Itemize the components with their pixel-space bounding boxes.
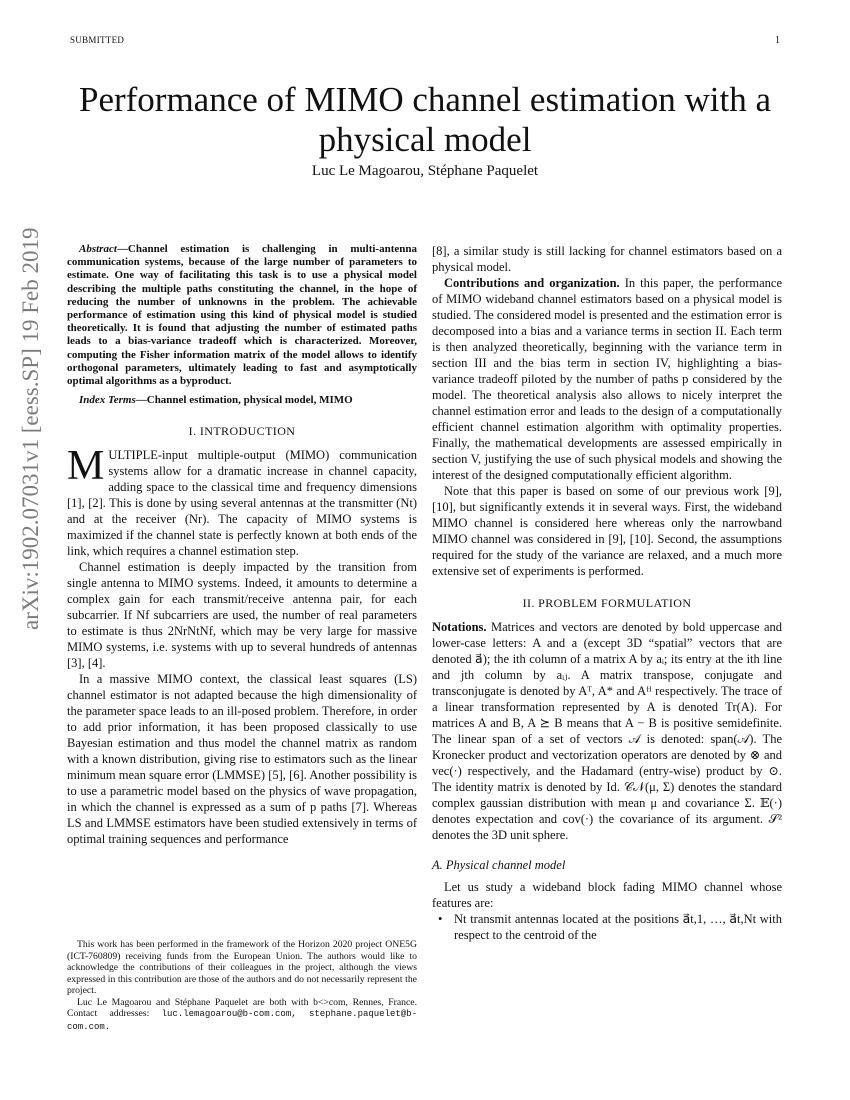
paper-title: Performance of MIMO channel estimation with a physical model xyxy=(78,80,772,159)
subsection-heading-physical-model: A. Physical channel model xyxy=(432,858,566,872)
notations-text: Matrices and vectors are denoted by bold uppercase and lower-case letters: A and a (except 3D “spatial” vectors that are denoted a⃗); the ith column of a matrix A by aᵢ; its entry at the ith line and jth column by aᵢⱼ. A matrix transpose, conjugate and transconjugate is denoted by Aᵀ, A* and Aᴴ respectively. The trace of a linear transformation represented by A is denoted Tr(A). For matrices A and B, A ⪰ B means that A − B is positive semidefinite. The linear span of a set of vectors 𝒜 is denoted: span(𝒜). The Kronecker product and vectorization operators are denoted by ⊗ and vec(·) respectively, and the Hadamard (entry-wise) product by ⊙. The identity matrix is denoted by Id. 𝒞𝒩(μ, Σ) denotes the standard complex gaussian distribution with mean μ and covariance Σ. 𝔼(·) denotes expectation and cov(·) the covariance of its argument. 𝒮² denotes the 3D unit sphere. xyxy=(432,620,782,842)
left-column xyxy=(67,243,417,847)
contributions-paragraph xyxy=(432,275,782,483)
page-number: 1 xyxy=(775,35,780,46)
list-item xyxy=(432,911,782,943)
continued-paragraph: [8], a similar study is still lacking for channel estimators based on a physical model. xyxy=(432,244,782,274)
notations-paragraph xyxy=(432,619,782,843)
intro-paragraph-3: In a massive MIMO context, the classical least squares (LS) channel estimator is not adapted because the high dimensionality of the parameter space leads to an ill-posed problem. Therefore, in order to add prior information, it has been proposed classically to use Bayesian estimation and thus model the channel matrix as random with a known distribution, giving rise to estimators such as the linear minimum mean square error (LMMSE) [5], [6]. Another possibility is to use a parametric model based on the physics of wave propagation, in which the channel is expressed as a sum of p paths [7]. Whereas LS and LMMSE estimators have been studied extensively in terms of optimal training sequences and performance xyxy=(67,672,417,847)
notations-label: Notations. xyxy=(432,620,487,634)
bullet-icon: • xyxy=(438,912,443,926)
email-link[interactable]: stephane.paquelet@b-com.com. xyxy=(67,1009,417,1032)
index-terms-label: Index Terms xyxy=(79,394,136,407)
abstract-text: —Channel estimation is challenging in multi-antenna communication systems, because of the large number of parameters to estimate. One way of facilitating this task is to use a physical model describing the multiple paths constituting the channel, in the hope of reducing the number of unknowns in the problem. The achievable performance of estimation using this kind of physical model is studied theoretically. It is found that adjusting the number of estimated paths leads to a bias-variance tradeoff which is characterized. Moreover, computing the Fisher information matrix of the model allows to identify orthogonal parameters, ultimately leading to fast and asymptotically optimal algorithms as a byproduct. xyxy=(67,243,417,388)
intro-paragraph-1 xyxy=(67,443,417,559)
index-terms-text: —Channel estimation, physical model, MIMO xyxy=(135,394,353,407)
drop-cap: M xyxy=(67,443,105,490)
abstract-label: Abstract xyxy=(79,243,117,255)
footnote-funding: This work has been performed in the framework of the Horizon 2020 project ONE5G (ICT-760809) receiving funds from the European Union. The authors would like to acknowledge the contributions of their colleagues in the project, although the views expressed in this contribution are those of the authors and do not necessarily represent the project. xyxy=(67,939,417,996)
abstract xyxy=(67,243,417,388)
list-item-text: Nt transmit antennas located at the positions a⃗t,1, …, a⃗t,Nt with respect to the centroid of the xyxy=(454,912,782,942)
running-header: SUBMITTED xyxy=(70,35,125,45)
paper-authors: Luc Le Magoarou, Stéphane Paquelet xyxy=(311,163,539,179)
intro-paragraph-1-text: ULTIPLE-input multiple-output (MIMO) communication systems allow for a dramatic increase in channel capacity, adding space to the classical time and frequency dimensions [1], [2]. This is done by using several antennas at the transmitter (Nt) and at the receiver (Nr). The capacity of MIMO systems is maximized if the channel state is perfectly known at both ends of the link, which requires a channel estimation step. xyxy=(67,448,417,559)
right-column xyxy=(432,243,782,943)
section-heading-introduction: I. INTRODUCTION xyxy=(188,424,296,439)
model-paragraph: Let us study a wideband block fading MIMO channel whose features are: xyxy=(432,880,782,910)
email-link[interactable]: luc.lemagoarou@b-com.com, xyxy=(161,1009,297,1019)
arxiv-stamp: arXiv:1902.07031v1 [eess.SP] 19 Feb 2019 xyxy=(18,227,43,630)
footnote-affiliation xyxy=(67,997,417,1034)
intro-paragraph-2: Channel estimation is deeply impacted by the transition from single antenna to MIMO systems. Indeed, it amounts to determine a complex gain for each transmit/receive antenna pair, for each subcarrier. If Nf subcarriers are used, the number of real parameters to estimate is thus 2NrNtNf, which may be very large for massive MIMO systems, i.e. systems with up to several hundreds of antennas [3], [4]. xyxy=(67,560,417,671)
index-terms xyxy=(67,394,417,407)
contributions-label: Contributions and organization. xyxy=(444,276,620,290)
footnote xyxy=(67,939,417,1033)
previous-work-paragraph: Note that this paper is based on some of our previous work [9], [10], but significantly extends it in several ways. First, the wideband MIMO channel is considered here whereas only the narrowband MIMO channel was considered in [9], [10]. Second, the assumptions required for the study of the variance are relaxed, and a much more extensive set of experiments is performed. xyxy=(432,484,782,578)
contributions-text: In this paper, the performance of MIMO wideband channel estimators based on a physical model is studied. The considered model is presented and the estimation error is decomposed into a bias and a variance terms in section II. Each term is then analyzed theoretically, beginning with the variance term in section III and the bias term in section IV, highlighting a bias-variance tradeoff piloted by the number of paths p considered by the model. The theoretical analysis also allows to nicely interpret the channel estimation error and leads to the design of a computationally efficient channel estimation algorithm with optimality properties. Finally, the mathematical developments are assessed empirically in section V, justifying the use of such physical models and showing the interest of the designed computationally efficient algorithm. xyxy=(432,276,783,482)
section-heading-problem-formulation: II. PROBLEM FORMULATION xyxy=(522,596,692,610)
footnote-affiliation-text: Luc Le Magoarou and Stéphane Paquelet are both with b<>com, Rennes, France. Contact addresses: xyxy=(67,996,417,1019)
